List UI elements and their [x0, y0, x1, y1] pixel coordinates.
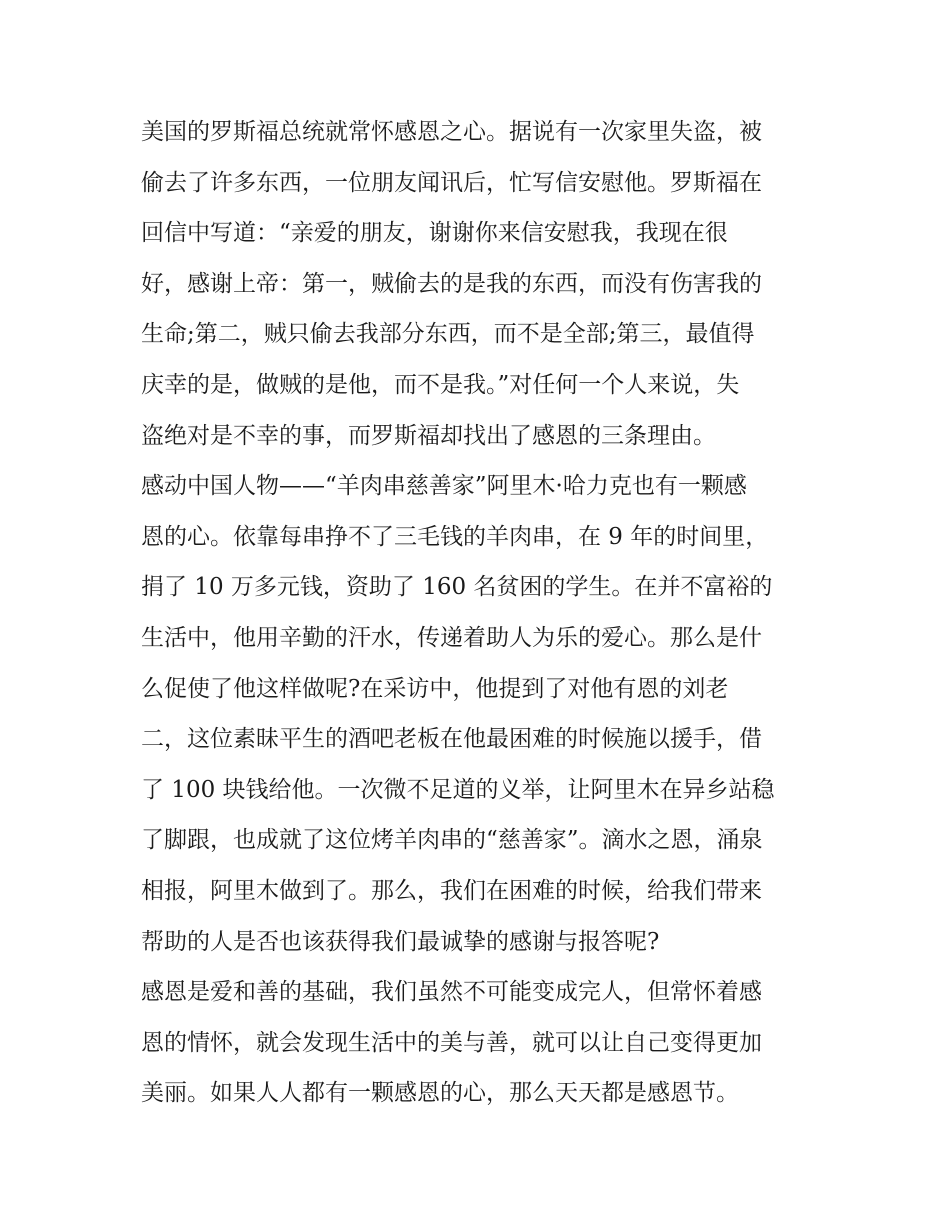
text-line-6: 庆幸的是，做贼的是他，而不是我。”对任何一个人来说，失	[141, 371, 740, 398]
text-line-7: 盗绝对是不幸的事，而罗斯福却找出了感恩的三条理由。	[141, 422, 716, 449]
text-line-19: 恩的情怀，就会发现生活中的美与善，就可以让自己变得更加	[141, 1029, 762, 1056]
text-line-16: 相报，阿里木做到了。那么，我们在困难的时候，给我们带来	[141, 877, 762, 904]
text-line-4: 好，感谢上帝：第一，贼偷去的是我的东西，而没有伤害我的	[141, 270, 762, 297]
text-line-11: 生活中，他用辛勤的汗水，传递着助人为乐的爱心。那么是什	[141, 624, 762, 651]
text-line-15: 了脚跟，也成就了这位烤羊肉串的“慈善家”。滴水之恩，涌泉	[141, 827, 763, 854]
text-line-20: 美丽。如果人人都有一颗感恩的心，那么天天都是感恩节。	[141, 1080, 739, 1107]
body-text	[141, 107, 831, 1119]
text-line-13: 二，这位素昧平生的酒吧老板在他最困难的时候施以援手，借	[141, 726, 762, 753]
text-line-3: 回信中写道：“亲爱的朋友，谢谢你来信安慰我，我现在很	[141, 220, 728, 247]
text-line-17: 帮助的人是否也该获得我们最诚挚的感谢与报答呢?	[141, 928, 660, 955]
text-line-10: 捐了 10 万多元钱，资助了 160 名贫困的学生。在并不富裕的	[141, 574, 773, 601]
text-line-18: 感恩是爱和善的基础，我们虽然不可能变成完人，但常怀着感	[141, 979, 762, 1006]
text-line-5: 生命;第二，贼只偷去我部分东西，而不是全部;第三，最值得	[141, 321, 755, 348]
text-line-1: 美国的罗斯福总统就常怀感恩之心。据说有一次家里失盗，被	[141, 119, 762, 145]
text-line-9: 恩的心。依靠每串挣不了三毛钱的羊肉串，在 9 年的时间里，	[141, 523, 769, 550]
text-line-8: 感动中国人物——“羊肉串慈善家”阿里木·哈力克也有一颗感	[141, 473, 747, 500]
text-line-14: 了 100 块钱给他。一次微不足道的义举，让阿里木在异乡站稳	[141, 776, 775, 803]
text-line-12: 么促使了他这样做呢?在采访中，他提到了对他有恩的刘老	[141, 675, 729, 702]
text-line-2: 偷去了许多东西，一位朋友闻讯后，忙写信安慰他。罗斯福在	[141, 169, 762, 196]
